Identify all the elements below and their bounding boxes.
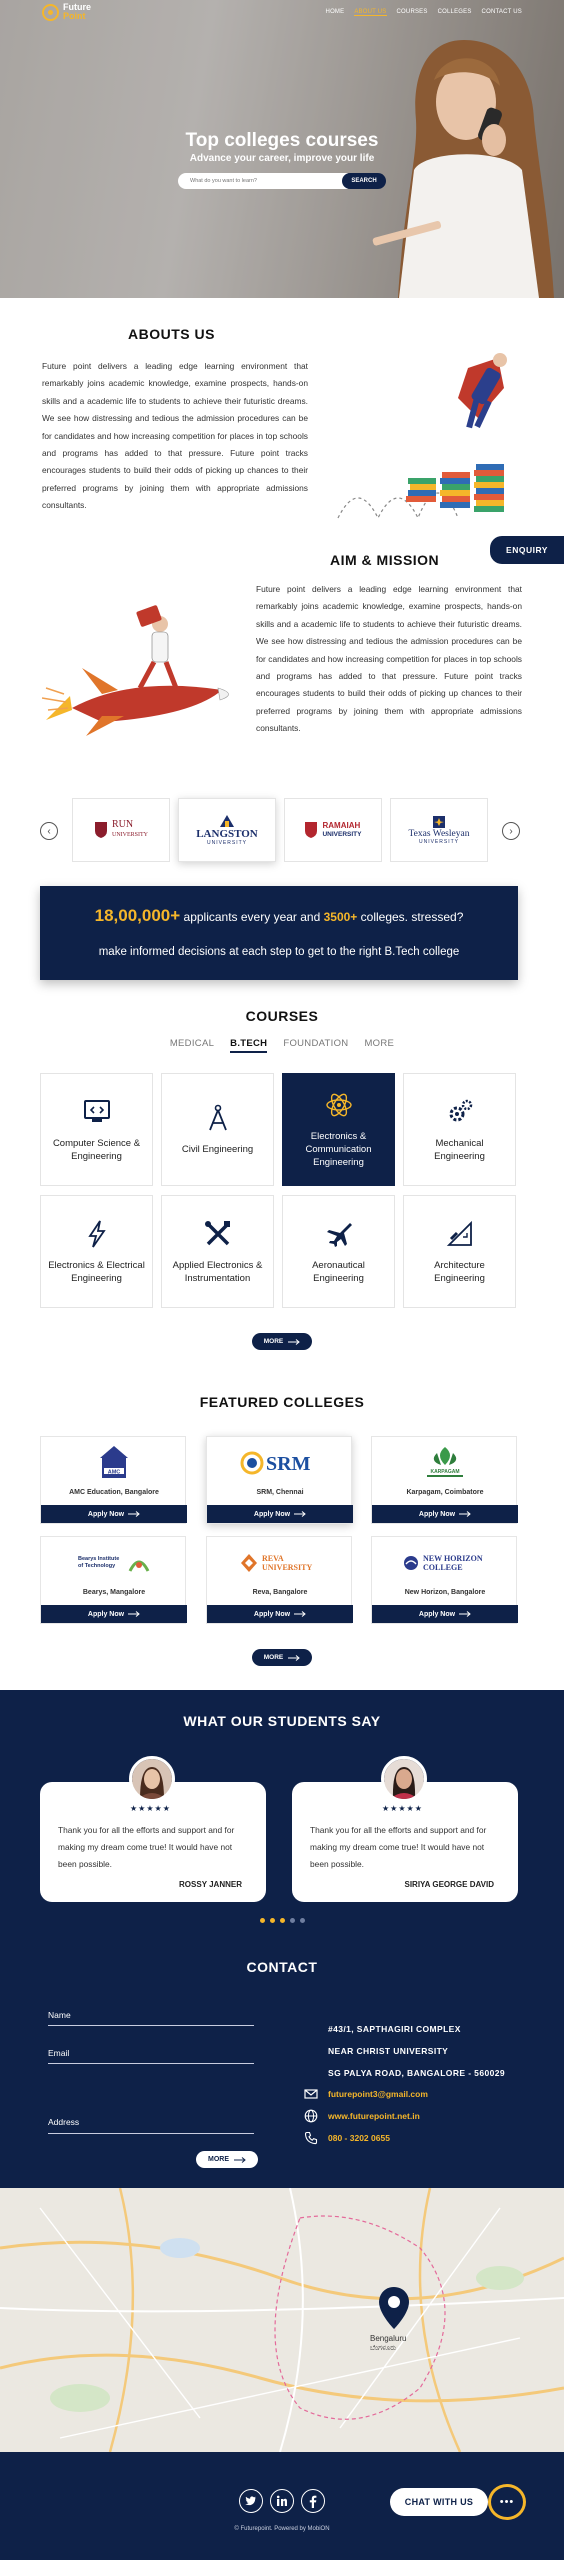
college-card-amc bbox=[40, 1436, 186, 1524]
partner-4-line2: UNIVERSITY bbox=[418, 839, 459, 845]
arrow-right-icon bbox=[288, 1339, 300, 1345]
course-tabs bbox=[0, 1038, 564, 1053]
contact-website-row[interactable] bbox=[304, 2109, 420, 2123]
atom-icon bbox=[324, 1090, 354, 1120]
contact-phone[interactable]: 080 - 3202 0655 bbox=[328, 2133, 390, 2143]
tools-icon bbox=[203, 1219, 233, 1249]
tab-medical[interactable]: MEDICAL bbox=[169, 1038, 215, 1049]
more-label: MORE bbox=[263, 1338, 284, 1345]
nav-home[interactable]: HOME bbox=[325, 9, 345, 15]
pagination-dot[interactable] bbox=[280, 1918, 285, 1923]
course-card-instrumentation[interactable] bbox=[161, 1195, 274, 1308]
computer-icon bbox=[82, 1097, 112, 1127]
aim-text: Future point delivers a leading edge learning environment that remarkably joins academic knowledge, examine prospects, hands-on skills and a academic life to students to achieve their futuristic dreams. We see how distressing and tedious the admission procedures can be for candidates and how increasing competition for places in top schools and programs has added to that pressure. Future point tracks encourages students to build their odds of picking up chances to their preferred programs by joining them with appropriate admissions consultants. bbox=[256, 584, 522, 734]
ruler-icon bbox=[445, 1219, 475, 1249]
twitter-icon[interactable] bbox=[239, 2489, 263, 2513]
stats-line2: make informed decisions at each step to get to the right B.Tech college bbox=[98, 946, 460, 958]
course-card-aeronautical[interactable] bbox=[282, 1195, 395, 1308]
contact-website[interactable]: www.futurepoint.net.in bbox=[328, 2111, 420, 2121]
college-card-srm bbox=[206, 1436, 352, 1524]
contact-phone-row[interactable] bbox=[304, 2131, 390, 2145]
address-line-2: NEAR CHRIST UNIVERSITY bbox=[328, 2046, 449, 2056]
nav-about-us[interactable]: ABOUT US bbox=[354, 9, 387, 15]
partner-logo-2[interactable] bbox=[178, 798, 276, 862]
student-photo-2 bbox=[384, 1759, 424, 1799]
hero-title: Top colleges courses bbox=[185, 130, 379, 151]
pagination-dot[interactable] bbox=[270, 1918, 275, 1923]
stats-line1 bbox=[40, 906, 518, 926]
nav-courses[interactable]: COURSES bbox=[396, 9, 428, 15]
course-label: Architecture Engineering bbox=[434, 1259, 485, 1284]
chat-bubble-icon[interactable]: ••• bbox=[488, 2484, 526, 2520]
map-city-label: Bengaluru bbox=[370, 2334, 407, 2343]
tab-btech[interactable]: B.TECH bbox=[230, 1038, 267, 1053]
amc-logo-text: AMC bbox=[107, 1469, 121, 1476]
partner-1-line1: RUN bbox=[112, 819, 134, 830]
pagination-dot[interactable] bbox=[260, 1918, 265, 1923]
search-input[interactable] bbox=[178, 173, 348, 189]
college-card-reva bbox=[206, 1536, 352, 1624]
courses-more-button[interactable] bbox=[252, 1333, 312, 1350]
contact-email[interactable]: futurepoint3@gmail.com bbox=[328, 2089, 428, 2099]
srm-logo bbox=[240, 1448, 320, 1478]
testimonial-pagination bbox=[0, 1918, 564, 1923]
apply-now-button[interactable]: Apply Now bbox=[207, 1605, 353, 1623]
partner-logo-3[interactable] bbox=[284, 798, 382, 862]
copyright-text: © Futurepoint. Powered by MobiON bbox=[234, 2526, 330, 2532]
pagination-dot[interactable] bbox=[290, 1918, 295, 1923]
map-pin-icon[interactable] bbox=[378, 2286, 410, 2330]
partner-4-line1: Texas Wesleyan bbox=[408, 829, 470, 839]
shield-icon bbox=[304, 821, 318, 839]
college-name: SRM, Chennai bbox=[256, 1489, 304, 1496]
courses-title: COURSES bbox=[245, 1008, 319, 1024]
about-title: ABOUTS US bbox=[128, 326, 215, 342]
address-field[interactable] bbox=[48, 2133, 254, 2134]
amc-logo bbox=[97, 1444, 131, 1482]
mail-icon bbox=[304, 2087, 318, 2101]
map-tiles bbox=[0, 2188, 564, 2452]
contact-title: CONTACT bbox=[246, 1959, 318, 1975]
arrow-right-icon bbox=[459, 1511, 471, 1517]
about-illustration bbox=[328, 348, 518, 526]
email-field[interactable] bbox=[48, 2063, 254, 2064]
apply-now-button[interactable]: Apply Now bbox=[207, 1505, 353, 1523]
linkedin-icon[interactable] bbox=[270, 2489, 294, 2513]
arrow-right-icon bbox=[294, 1611, 306, 1617]
star-crest-icon bbox=[432, 815, 446, 829]
partner-3-line2: UNIVERSITY bbox=[322, 831, 362, 838]
hero-subtitle: Advance your career, improve your life bbox=[189, 153, 375, 164]
testimonial-name: ROSSY JANNER bbox=[179, 1880, 242, 1889]
address-field-label: Address bbox=[48, 2117, 80, 2127]
search-button[interactable]: SEARCH bbox=[342, 173, 386, 189]
colleges-text: colleges. stressed? bbox=[360, 910, 464, 924]
lightning-icon bbox=[82, 1219, 112, 1249]
arrow-right-icon bbox=[128, 1611, 140, 1617]
college-name: New Horizon, Bangalore bbox=[404, 1589, 486, 1596]
karpagam-logo-text: KARPAGAM bbox=[430, 1469, 460, 1475]
nav-colleges[interactable]: COLLEGES bbox=[437, 9, 472, 15]
partners-prev-button[interactable]: ‹ bbox=[40, 822, 58, 840]
reva-logo-text: REVA UNIVERSITY bbox=[262, 1554, 313, 1572]
email-field-label: Email bbox=[48, 2048, 70, 2058]
address-line-3: SG PALYA ROAD, BANGALORE - 560029 bbox=[328, 2068, 505, 2078]
college-name: Karpagam, Coimbatore bbox=[406, 1489, 484, 1496]
course-card-electronics-communication[interactable] bbox=[282, 1073, 395, 1186]
address-line-1: #43/1, SAPTHAGIRI COMPLEX bbox=[328, 2024, 461, 2034]
college-card-bearys bbox=[40, 1536, 186, 1624]
partner-logo-4[interactable] bbox=[390, 798, 488, 862]
aim-title: AIM & MISSION bbox=[330, 552, 440, 568]
nav-contact-us[interactable]: CONTACT US bbox=[481, 9, 522, 15]
avatar bbox=[381, 1756, 427, 1802]
chat-with-us-button[interactable]: CHAT WITH US bbox=[390, 2488, 488, 2516]
course-card-mechanical[interactable] bbox=[403, 1073, 516, 1186]
new-horizon-logo bbox=[403, 1555, 419, 1571]
college-name: Bearys, Mangalore bbox=[82, 1589, 146, 1596]
course-label: Aeronautical Engineering bbox=[312, 1259, 365, 1284]
contact-email-row[interactable] bbox=[304, 2087, 428, 2101]
phone-icon bbox=[304, 2131, 318, 2145]
applicants-text: applicants every year and bbox=[183, 910, 321, 924]
testimonials-title: WHAT OUR STUDENTS SAY bbox=[183, 1713, 381, 1729]
logo-mark-icon bbox=[42, 4, 59, 21]
testimonial-quote: Thank you for all the efforts and support and for making my dream come true! It would have not been possible. bbox=[58, 1825, 235, 1869]
course-label: Applied Electronics & Instrumentation bbox=[172, 1259, 263, 1284]
pagination-dot[interactable] bbox=[300, 1918, 305, 1923]
arrow-right-icon bbox=[459, 1611, 471, 1617]
facebook-icon[interactable] bbox=[301, 2489, 325, 2513]
name-field[interactable] bbox=[48, 2025, 254, 2026]
contact-submit-button[interactable]: MORE bbox=[196, 2151, 258, 2168]
site-logo[interactable] bbox=[42, 3, 91, 21]
course-label: Computer Science & Engineering bbox=[52, 1137, 141, 1162]
avatar bbox=[129, 1756, 175, 1802]
bearys-logo-text: Bearys Institute of Technology bbox=[78, 1556, 120, 1569]
colleges-more-button[interactable] bbox=[252, 1649, 312, 1666]
globe-icon bbox=[304, 2109, 318, 2123]
shield-icon bbox=[94, 821, 108, 839]
hero-banner bbox=[0, 0, 564, 298]
applicants-count: 18,00,000+ bbox=[94, 906, 181, 925]
apply-now-button[interactable]: Apply Now bbox=[41, 1505, 187, 1523]
partner-logo-1[interactable] bbox=[72, 798, 170, 862]
testimonial-name: SIRIYA GEORGE DAVID bbox=[404, 1880, 494, 1889]
course-card-architecture[interactable] bbox=[403, 1195, 516, 1308]
crest-icon bbox=[219, 814, 235, 828]
karpagam-logo bbox=[415, 1445, 475, 1481]
partner-2-line2: UNIVERSITY bbox=[206, 840, 247, 846]
about-text: Future point delivers a leading edge learning environment that remarkably joins academic knowledge, examine prospects, hands-on skills and a academic life to students to achieve their futuristic dreams. We see how distressing and tedious the admission procedures can be for candidates and how increasing competition for places in top schools and programs has added to that pressure. Future point tracks encourages students to build their odds of picking up chances to their preferred programs by joining them with appropriate admissions consultants. bbox=[42, 361, 308, 511]
nav-links bbox=[326, 9, 522, 16]
arrow-right-icon bbox=[294, 1511, 306, 1517]
rating-stars: ★★★★★ bbox=[382, 1804, 423, 1813]
course-label: Civil Engineering bbox=[181, 1144, 254, 1155]
location-map[interactable] bbox=[0, 2188, 564, 2452]
course-label: Electronics & Electrical Engineering bbox=[48, 1259, 145, 1284]
partner-1-line2: UNIVERSITY bbox=[112, 832, 148, 838]
hero-search bbox=[178, 173, 386, 189]
course-label: Mechanical Engineering bbox=[434, 1137, 485, 1162]
stats-banner bbox=[40, 886, 518, 980]
partner-2-line1: LANGSTON bbox=[196, 828, 258, 840]
apply-now-button[interactable]: Apply Now bbox=[41, 1605, 187, 1623]
tab-more[interactable]: MORE bbox=[364, 1038, 395, 1049]
featured-title: FEATURED COLLEGES bbox=[199, 1394, 365, 1410]
college-name: Reva, Bangalore bbox=[252, 1589, 308, 1596]
gears-icon bbox=[445, 1097, 475, 1127]
college-card-karpagam bbox=[371, 1436, 517, 1524]
top-navbar bbox=[0, 0, 564, 26]
more-label: MORE bbox=[263, 1654, 284, 1661]
course-card-electrical[interactable] bbox=[40, 1195, 153, 1308]
course-label: Electronics & Communication Engineering bbox=[305, 1131, 372, 1168]
testimonial-quote: Thank you for all the efforts and support and for making my dream come true! It would have not been possible. bbox=[310, 1825, 487, 1869]
arrow-right-icon bbox=[288, 1655, 300, 1661]
college-name: AMC Education, Bangalore bbox=[69, 1489, 159, 1496]
course-card-civil[interactable] bbox=[161, 1073, 274, 1186]
aim-illustration bbox=[42, 598, 238, 738]
enquiry-button[interactable]: ENQUIRY bbox=[490, 536, 564, 564]
student-photo-1 bbox=[132, 1759, 172, 1799]
partner-3-line1: RAMAIAH bbox=[322, 821, 361, 830]
compass-icon bbox=[203, 1103, 233, 1133]
new-horizon-logo-text: NEW HORIZON COLLEGE bbox=[423, 1554, 483, 1572]
arrow-right-icon bbox=[234, 2157, 246, 2163]
tab-foundation[interactable]: FOUNDATION bbox=[283, 1038, 349, 1049]
logo-text-line2: Point bbox=[63, 11, 86, 21]
college-card-new-horizon bbox=[371, 1536, 517, 1624]
colleges-count: 3500+ bbox=[323, 910, 358, 924]
airplane-icon bbox=[324, 1219, 354, 1249]
bearys-logo bbox=[128, 1553, 150, 1573]
apply-now-button[interactable]: Apply Now bbox=[372, 1505, 518, 1523]
arrow-right-icon bbox=[128, 1511, 140, 1517]
srm-logo-text: SRM bbox=[266, 1453, 311, 1475]
name-field-label: Name bbox=[48, 2010, 71, 2020]
map-city-local-label: ಬೆಂಗಳೂರು bbox=[370, 2345, 397, 2352]
logo-text-line1: Future bbox=[63, 2, 91, 12]
rating-stars: ★★★★★ bbox=[130, 1804, 171, 1813]
testimonials-contact-section bbox=[0, 1690, 564, 2188]
partners-next-button[interactable]: › bbox=[502, 822, 520, 840]
apply-now-button[interactable]: Apply Now bbox=[372, 1605, 518, 1623]
reva-logo bbox=[240, 1553, 258, 1573]
course-card-computer-science[interactable] bbox=[40, 1073, 153, 1186]
